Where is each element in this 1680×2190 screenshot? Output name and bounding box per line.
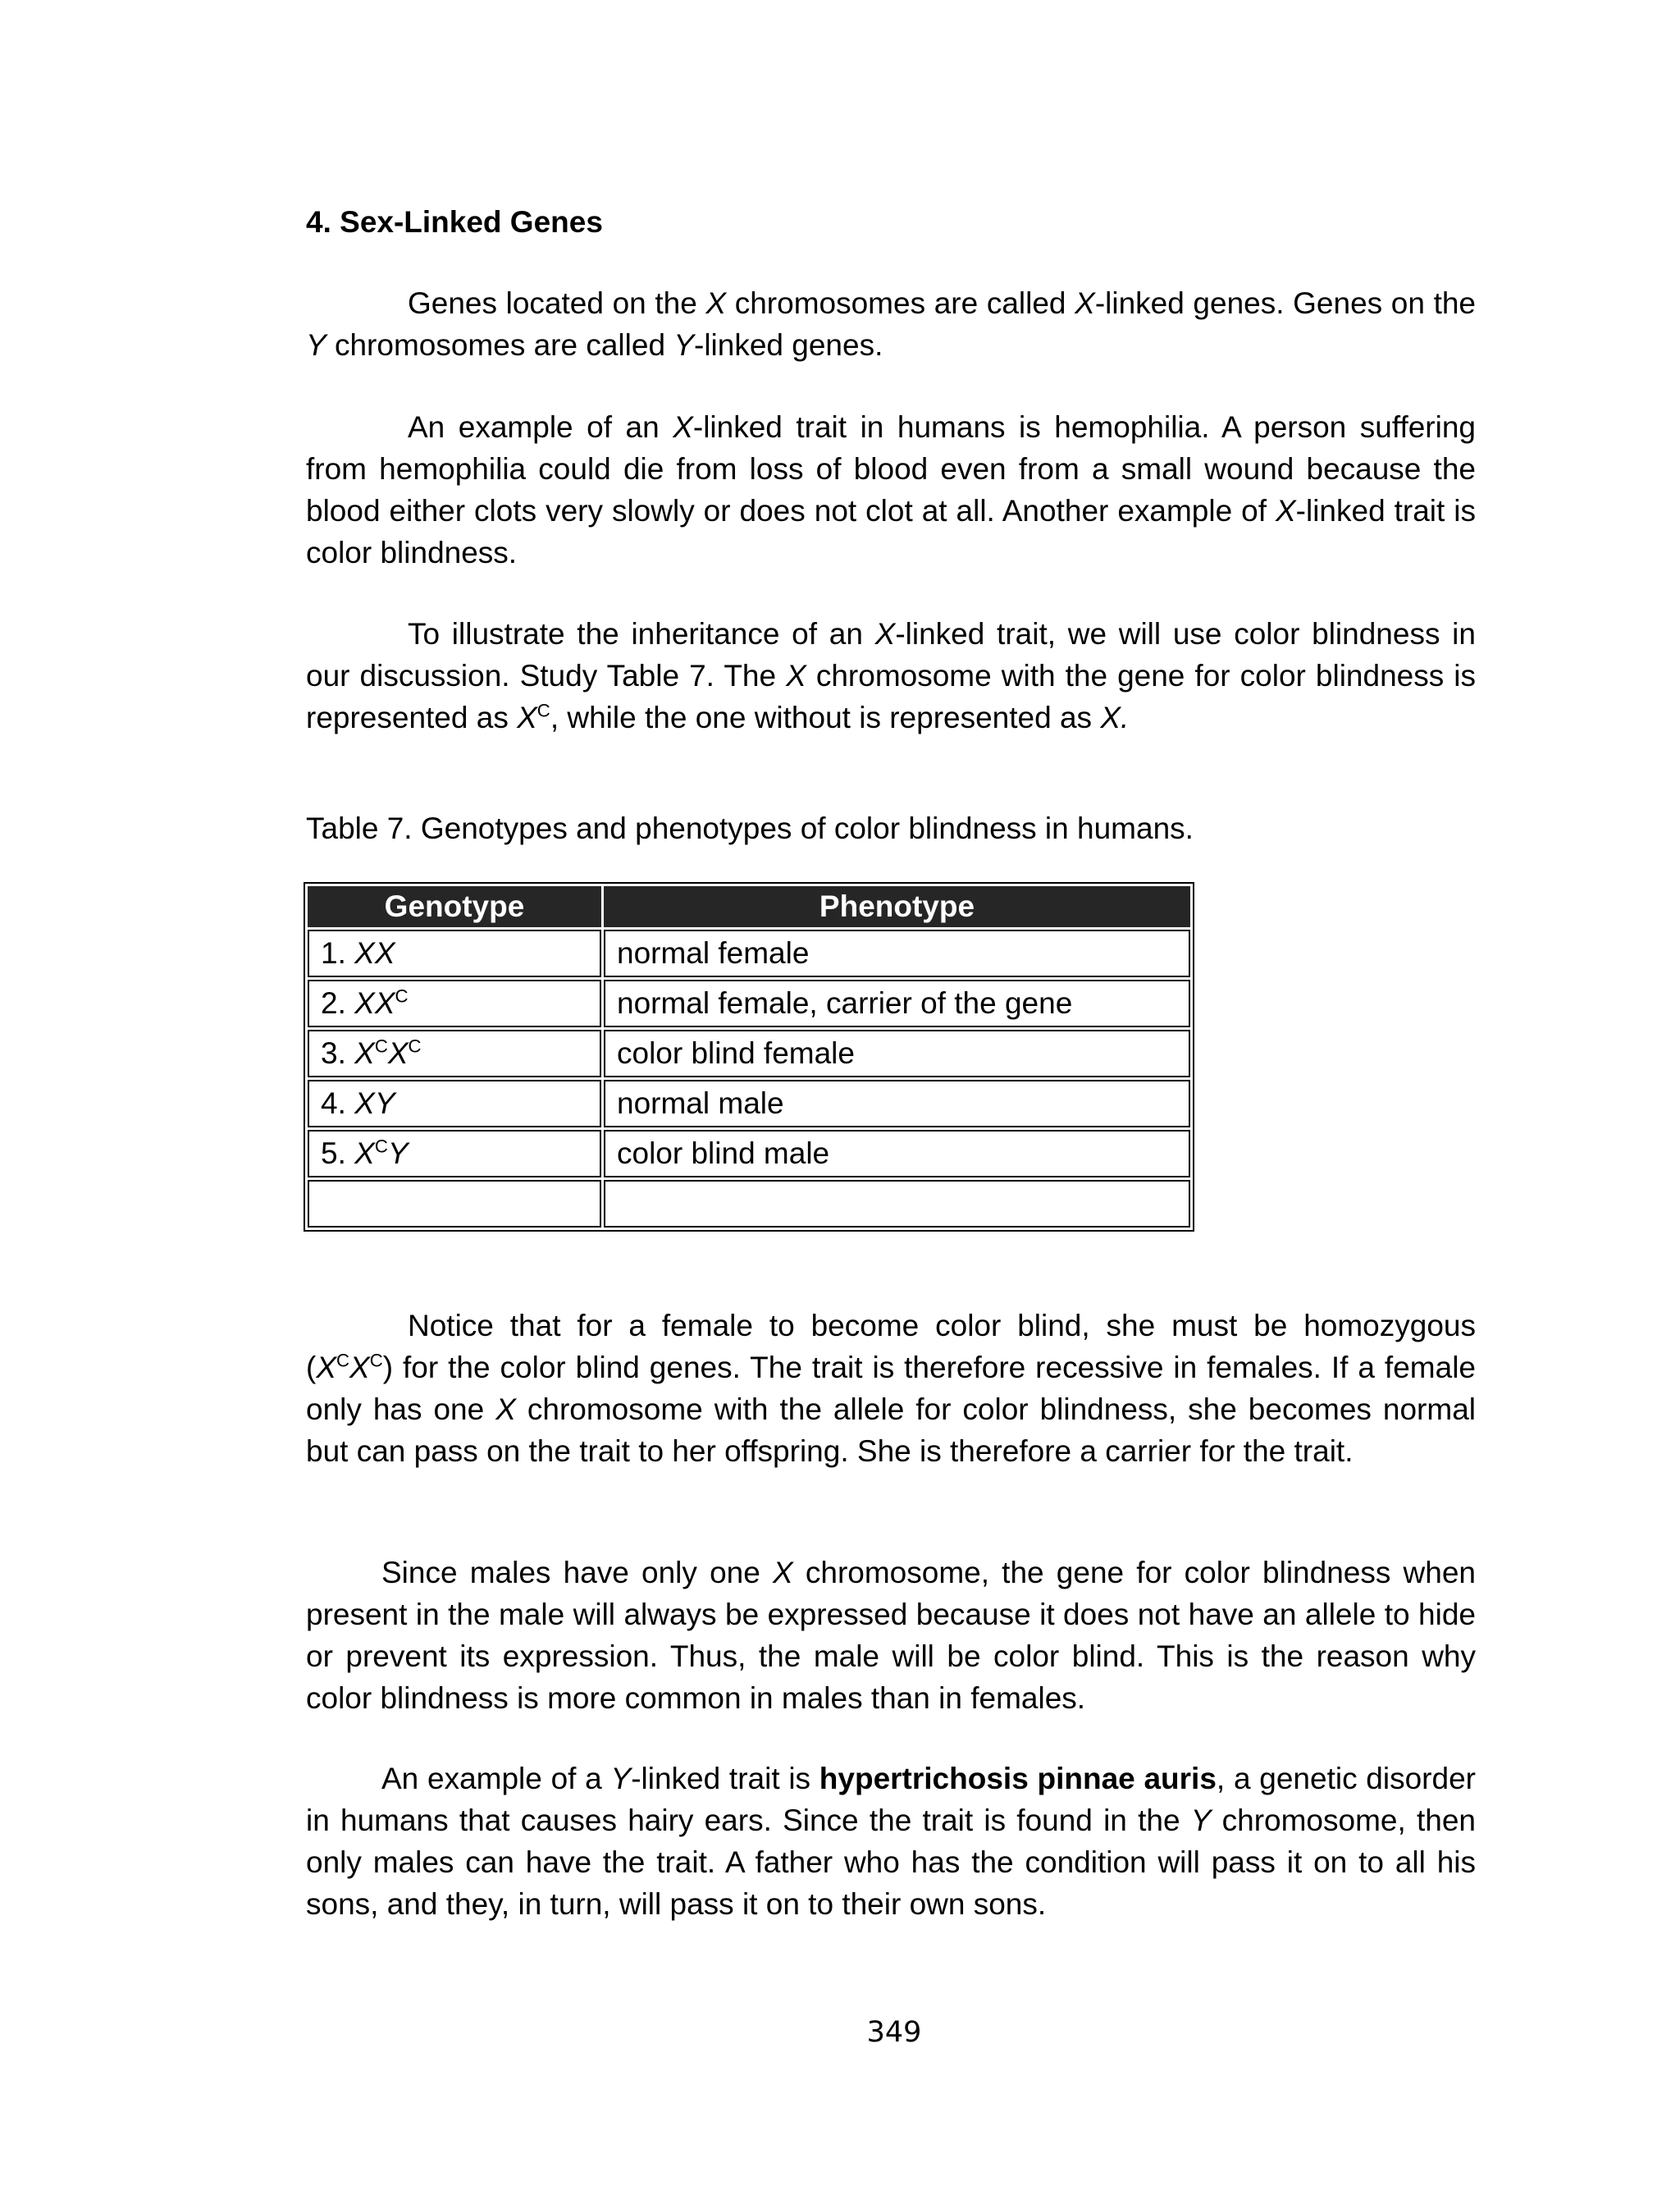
table-row (308, 1130, 1190, 1177)
paragraph-hemophilia: An example of an X-linked trait in humans is hemophilia. A person suffering from hemophilia could die from loss of blood even from a small wound because the blood either clots very slowly or does not clot at all. Another example of X-linked trait is color blindness. (306, 410, 1476, 569)
paragraph-linked-genes-intro: Genes located on the X chromosomes are called X-linked genes. Genes on the Y chromosomes are called Y-linked genes. (306, 286, 1476, 362)
genotype-cell: 3. $X^CX^C$ (308, 1030, 601, 1077)
phenotype-cell: color blind female (604, 1030, 1190, 1077)
table-caption: Table 7. Genotypes and phenotypes of color blindness in humans. (306, 812, 1194, 845)
phenotype-cell: normal female (604, 930, 1190, 977)
genotype-cell (308, 1180, 601, 1228)
page-number: 349 (866, 2016, 922, 2049)
table-row-empty (308, 1180, 1190, 1228)
phenotype-cell: normal female, carrier of the gene (604, 980, 1190, 1027)
genotype-cell: 2. $XX^C$ (308, 980, 601, 1027)
table-header-row (308, 886, 1190, 927)
phenotype-header: Phenotype (604, 886, 1190, 927)
phenotype-cell: color blind male (604, 1130, 1190, 1177)
table-row (308, 980, 1190, 1027)
genotype-cell: 1. XX (308, 930, 601, 977)
genotype-cell: 4. XY (308, 1080, 601, 1127)
phenotype-cell (604, 1180, 1190, 1228)
genotype-cell: 5. $X^CY$ (308, 1130, 601, 1177)
section-heading: 4. Sex-Linked Genes (306, 205, 603, 239)
paragraph-males: Since males have only one X chromosome, the gene for color blindness when present in the male will always be expressed because it does not have an allele to hide or prevent its expression. Thus, the male will be color blind. This is the reason why color blindness is more common in males than in females. (306, 1556, 1476, 1715)
table-row (308, 1080, 1190, 1127)
genotype-header: Genotype (308, 886, 601, 927)
table-row (308, 1030, 1190, 1077)
phenotype-cell: normal male (604, 1080, 1190, 1127)
table-row (308, 930, 1190, 977)
paragraph-y-linked: An example of a Y-linked trait is hypertrichosis pinnae auris, a genetic disorder in humans that causes hairy ears. Since the trait is found in the Y chromosome, then only males can have the trait. A father who has the condition will pass it on to all his sons, and they, in turn, will pass it on to their own sons. (306, 1762, 1476, 1921)
paragraph-homozygous-female: Notice that for a female to become color blind, she must be homozygous $(X^CX^C)$ for the color blind genes. The trait is therefore recessive in females. If a female only has one X chromosome with the allele for color blindness, she becomes normal but can pass on the trait to her offspring. She is therefore a carrier for the trait. (306, 1309, 1476, 1468)
genotype-phenotype-table (304, 882, 1194, 1232)
paragraph-color-blindness-illustration: To illustrate the inheritance of an X-linked trait, we will use color blindness in our discussion. Study Table 7. The X chromosome with the gene for color blindness is represented as $X^C$, while the one without is represented as X. (306, 617, 1476, 734)
